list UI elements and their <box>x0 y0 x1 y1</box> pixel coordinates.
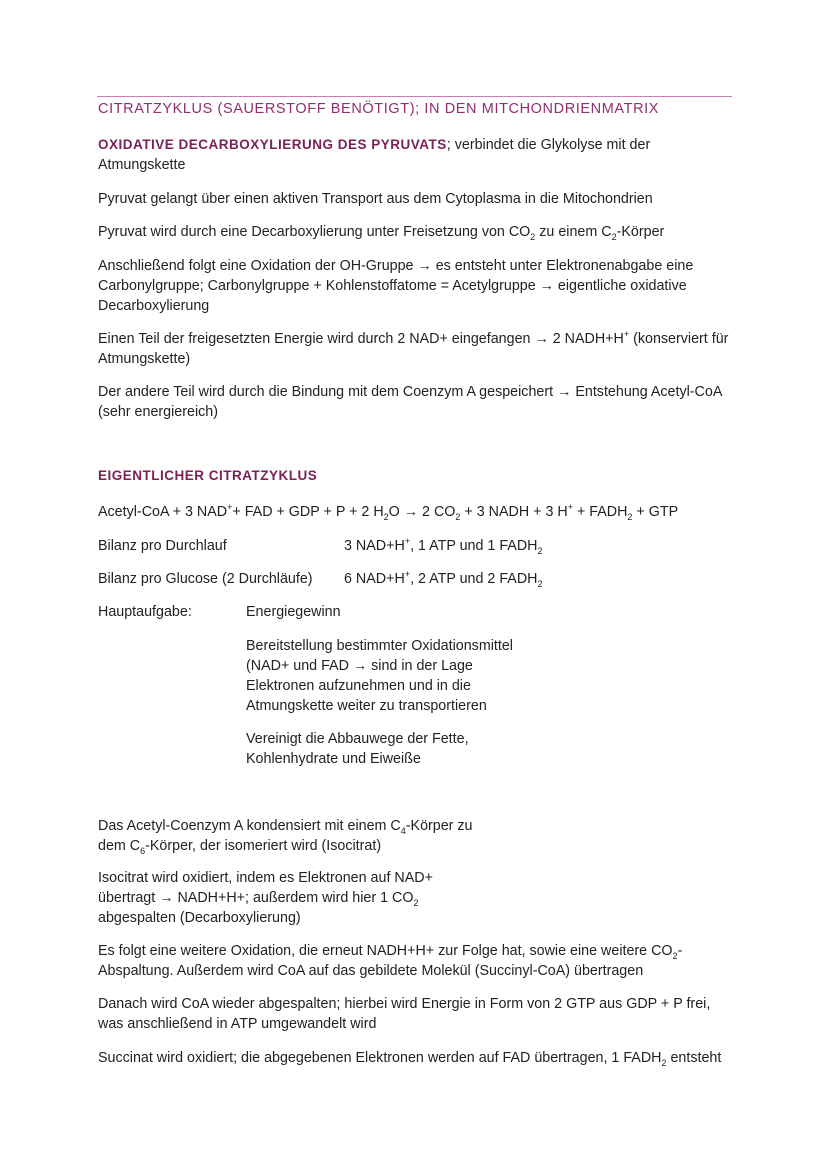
section1-heading-paragraph <box>98 135 738 175</box>
text-run: Isocitrat wird oxidiert, indem es Elektronen auf NAD+ übertragt → NADH+H+; außerdem wird hier 1 CO <box>98 870 433 906</box>
step-paragraph-2 <box>98 868 458 928</box>
subscript: 2 <box>537 545 543 556</box>
hauptaufgabe-item-3: Vereinigt die Abbauwege der Fette, Kohlenhydrate und Eiweiße <box>246 731 469 767</box>
subscript: 6 <box>140 845 146 856</box>
text-run: + FAD + GDP + P + 2 H <box>232 504 384 520</box>
subscript: 2 <box>383 511 389 522</box>
text-run: Succinat wird oxidiert; die abgegebenen Elektronen werden auf FAD übertragen, 1 FADH <box>98 1050 662 1066</box>
text-run: -Körper <box>616 224 665 240</box>
text-run: Pyruvat wird durch eine Decarboxylierung unter Freisetzung von CO <box>98 224 531 240</box>
text-run: , 2 ATP und 2 FADH <box>410 571 538 587</box>
superscript: + <box>227 502 233 513</box>
step-paragraph-1 <box>98 816 498 856</box>
section1-paragraph-1: Pyruvat gelangt über einen aktiven Transport aus dem Cytoplasma in die Mitochondrien <box>98 191 653 207</box>
bilanz-glucose-label: Bilanz pro Glucose (2 Durchläufe) <box>98 571 313 587</box>
text-run: -Abspaltung. Außerdem wird CoA auf das gebildete Molekül (Succinyl-CoA) übertragen <box>98 943 683 979</box>
text-run: + GTP <box>632 504 679 520</box>
title-rule <box>97 96 732 97</box>
bilanz-durchlauf-value <box>344 536 543 556</box>
text-run: Das Acetyl-Coenzym A kondensiert mit einem C <box>98 818 401 834</box>
subscript: 2 <box>413 897 419 908</box>
superscript: + <box>567 502 573 513</box>
text-run: 6 NAD+H <box>344 571 405 587</box>
text-run: 3 NAD+H <box>344 538 405 554</box>
text-run: -Körper, der isomeriert wird (Isocitrat) <box>145 838 382 854</box>
text-run: -Körper zu dem C <box>98 818 473 854</box>
text-run: zu einem C <box>535 224 612 240</box>
step-paragraph-4: Danach wird CoA wieder abgespalten; hierbei wird Energie in Form von 2 GTP aus GDP + P frei, was anschließend in ATP umgewandelt wird <box>98 996 711 1032</box>
text-run: Acetyl-CoA + 3 NAD <box>98 504 228 520</box>
subscript: 2 <box>537 578 543 589</box>
text-run: , 1 ATP und 1 FADH <box>410 538 538 554</box>
section1-heading: OXIDATIVE DECARBOXYLIERUNG DES PYRUVATS <box>98 137 447 152</box>
text-run: + 3 NADH + 3 H <box>460 504 568 520</box>
step-paragraph-3 <box>98 941 738 981</box>
section1-paragraph-4 <box>98 329 738 369</box>
subscript: 2 <box>455 511 461 522</box>
text-run: + FADH <box>572 504 628 520</box>
section2-heading: EIGENTLICHER CITRATZYKLUS <box>98 468 318 483</box>
subscript: 4 <box>400 825 406 836</box>
text-run: abgespalten (Decarboxylierung) <box>98 910 301 926</box>
subscript: 2 <box>530 231 536 242</box>
superscript: + <box>623 329 630 340</box>
page-title: CITRATZYKLUS (SAUERSTOFF BENÖTIGT); IN DEN MITCHONDRIENMATRIX <box>98 101 660 117</box>
section1-heading-tail: ; verbindet die Glykolyse mit der Atmungskette <box>98 137 651 173</box>
text-run: (konserviert für Atmungskette) <box>98 331 729 367</box>
text-run: entsteht <box>666 1050 722 1066</box>
subscript: 2 <box>661 1057 667 1068</box>
hauptaufgabe-label: Hauptaufgabe: <box>98 604 192 620</box>
text-run: Es folgt eine weitere Oxidation, die erneut NADH+H+ zur Folge hat, sowie eine weitere CO <box>98 943 673 959</box>
section1-paragraph-3: Anschließend folgt eine Oxidation der OH-Gruppe → es entsteht unter Elektronenabgabe eine Carbonylgruppe; Carbonylgruppe + Kohlenstoffatome = Acetylgruppe → eigentliche oxidative Decarboxylierung <box>98 258 694 314</box>
subscript: 2 <box>627 511 633 522</box>
text-run: O → 2 CO <box>388 504 456 520</box>
bilanz-durchlauf-label: Bilanz pro Durchlauf <box>98 538 227 554</box>
section1-paragraph-2 <box>98 222 738 242</box>
subscript: 2 <box>672 950 678 961</box>
hauptaufgabe-item-2: Bereitstellung bestimmter Oxidationsmittel (NAD+ und FAD → sind in der Lage Elektronen aufzunehmen und in die Atmungskette weiter zu transportieren <box>246 638 513 714</box>
hauptaufgabe-item-1: Energiegewinn <box>246 604 341 620</box>
superscript: + <box>404 536 411 547</box>
subscript: 2 <box>611 231 617 242</box>
section1-paragraph-5: Der andere Teil wird durch die Bindung mit dem Coenzym A gespeichert → Entstehung Acetyl-CoA (sehr energiereich) <box>98 384 722 420</box>
bilanz-glucose-value <box>344 569 543 589</box>
step-paragraph-5 <box>98 1048 723 1068</box>
reaction-equation <box>98 502 678 522</box>
text-run: Einen Teil der freigesetzten Energie wird durch 2 NAD+ eingefangen → 2 NADH+H <box>98 331 624 347</box>
superscript: + <box>404 569 411 580</box>
